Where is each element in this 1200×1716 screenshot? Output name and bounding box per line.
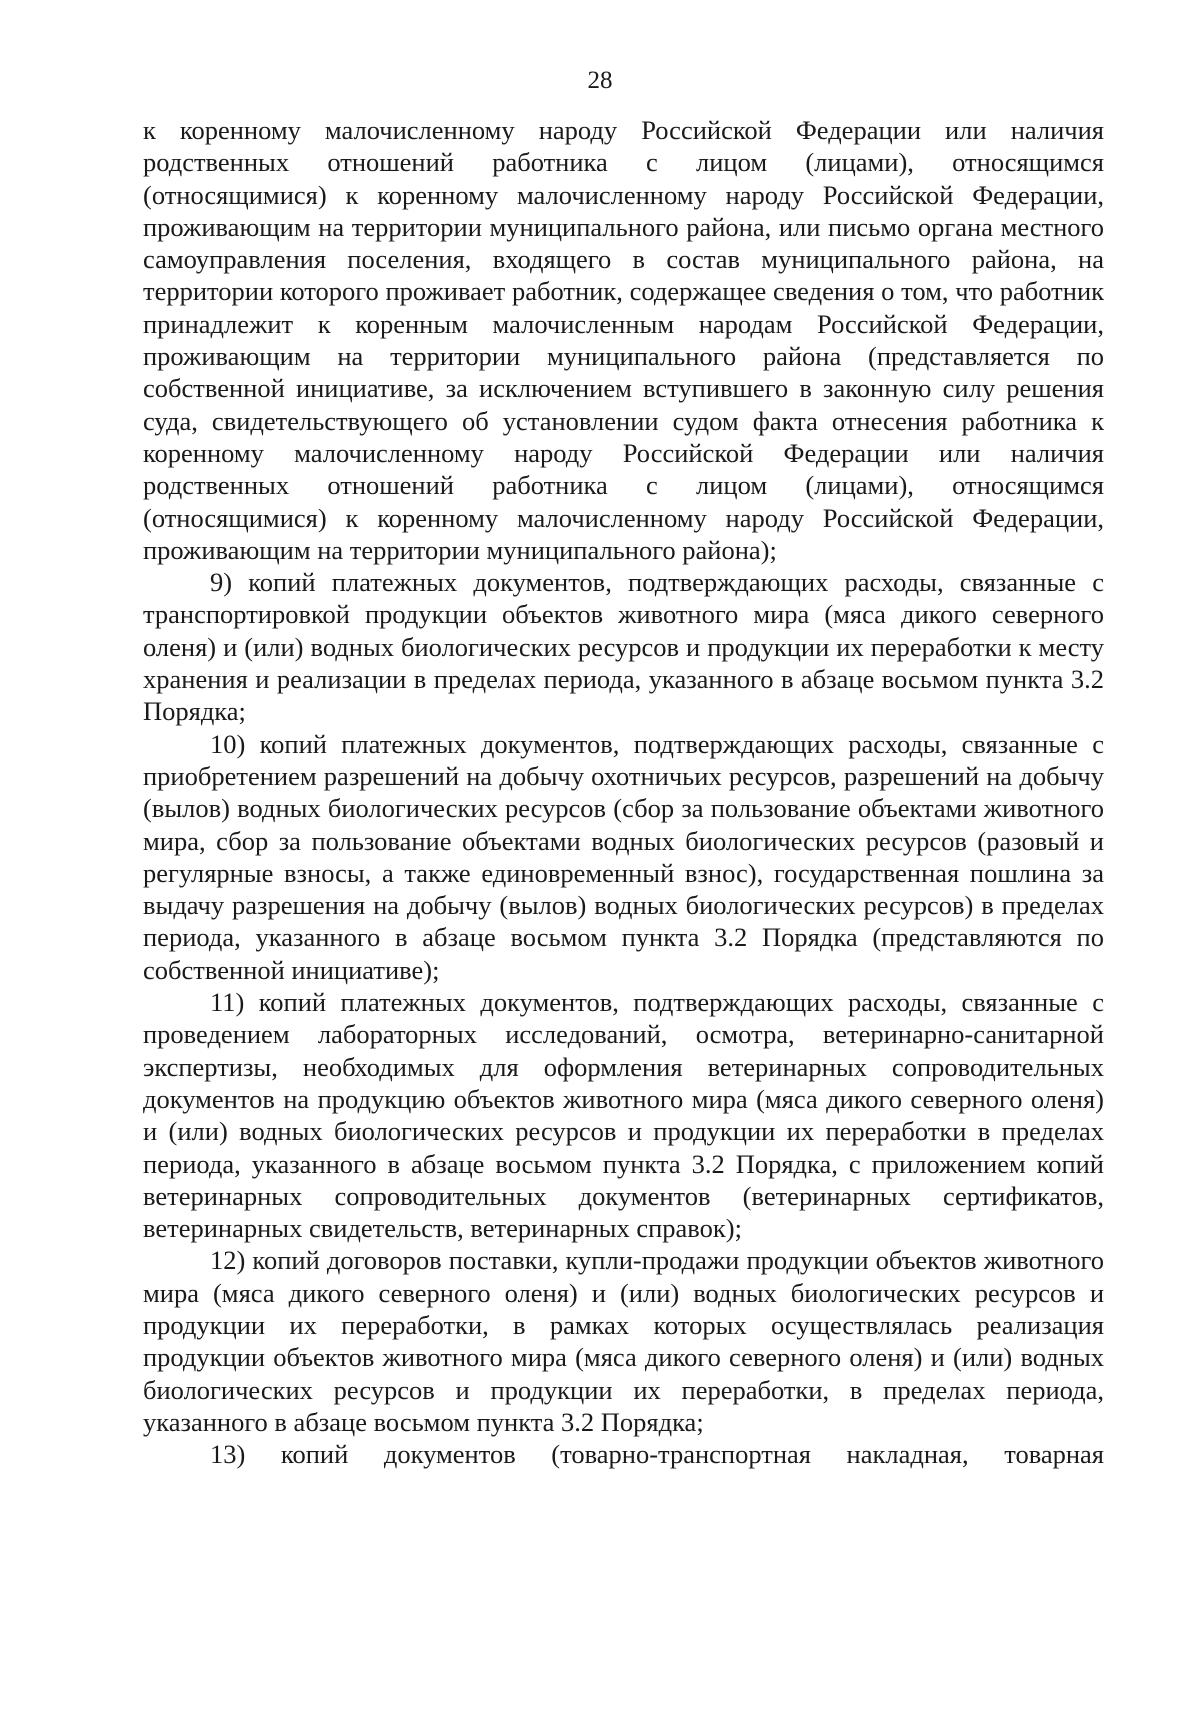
paragraph-item-12: 12) копий договоров поставки, купли-продажи продукции объектов животного мира (мяса дикого северного оленя) и (или) водных биологических ресурсов и продукции их переработки, в рамках которых осуществлялась реализация продукции объектов животного мира (мяса дикого северного оленя) и (или) водных биологических ресурсов и продукции их переработки, в пределах периода, указанного в абзаце восьмом пункта 3.2 Порядка; [143,1245,1104,1437]
paragraph-continuation: к коренному малочисленному народу Российской Федерации или наличия родственных отношений работника с лицом (лицами), относящимся (относящимися) к коренному малочисленному народу Российской Федерации, проживающим на территории муниципального района, или письмо органа местного самоуправления поселения, входящего в состав муниципального района, на территории которого проживает работник, содержащее сведения о том, что работник принадлежит к коренным малочисленным народам Российской Федерации, проживающим на территории муниципального района (представляется по собственной инициативе, за исключением вступившего в законную силу решения суда, свидетельствующего об установлении судом факта отнесения работника к коренному малочисленному народу Российской Федерации или наличия родственных отношений работника с лицом (лицами), относящимся (относящимися) к коренному малочисленному народу Российской Федерации, проживающим на территории муниципального района); [143,115,1104,565]
paragraph-item-11: 11) копий платежных документов, подтверждающих расходы, связанные с проведением лабораторных исследований, осмотра, ветеринарно-санитарной экспертизы, необходимых для оформления ветеринарных сопроводительных документов на продукцию объектов животного мира (мяса дикого северного оленя) и (или) водных биологических ресурсов и продукции их переработки в пределах периода, указанного в абзаце восьмом пункта 3.2 Порядка, с приложением копий ветеринарных сопроводительных документов (ветеринарных сертификатов, ветеринарных свидетельств, ветеринарных справок); [143,987,1104,1244]
document-body [143,114,1104,1470]
paragraph-item-10: 10) копий платежных документов, подтверждающих расходы, связанные с приобретением разрешений на добычу охотничьих ресурсов, разрешений на добычу (вылов) водных биологических ресурсов (сбор за пользование объектами животного мира, сбор за пользование объектами водных биологических ресурсов (разовый и регулярные взносы, а также единовременный взнос), государственная пошлина за выдачу разрешения на добычу (вылов) водных биологических ресурсов) в пределах периода, указанного в абзаце восьмом пункта 3.2 Порядка (представляются по собственной инициативе); [143,728,1104,985]
page-number: 28 [587,67,613,94]
paragraph-item-13: 13) копий документов (товарно-транспортная накладная, товарная [210,1439,1104,1470]
paragraph-item-9: 9) копий платежных документов, подтверждающих расходы, связанные с транспортировкой продукции объектов животного мира (мяса дикого северного оленя) и (или) водных биологических ресурсов и продукции их переработки к месту хранения и реализации в пределах периода, указанного в абзаце восьмом пункта 3.2 Порядка; [143,567,1104,727]
